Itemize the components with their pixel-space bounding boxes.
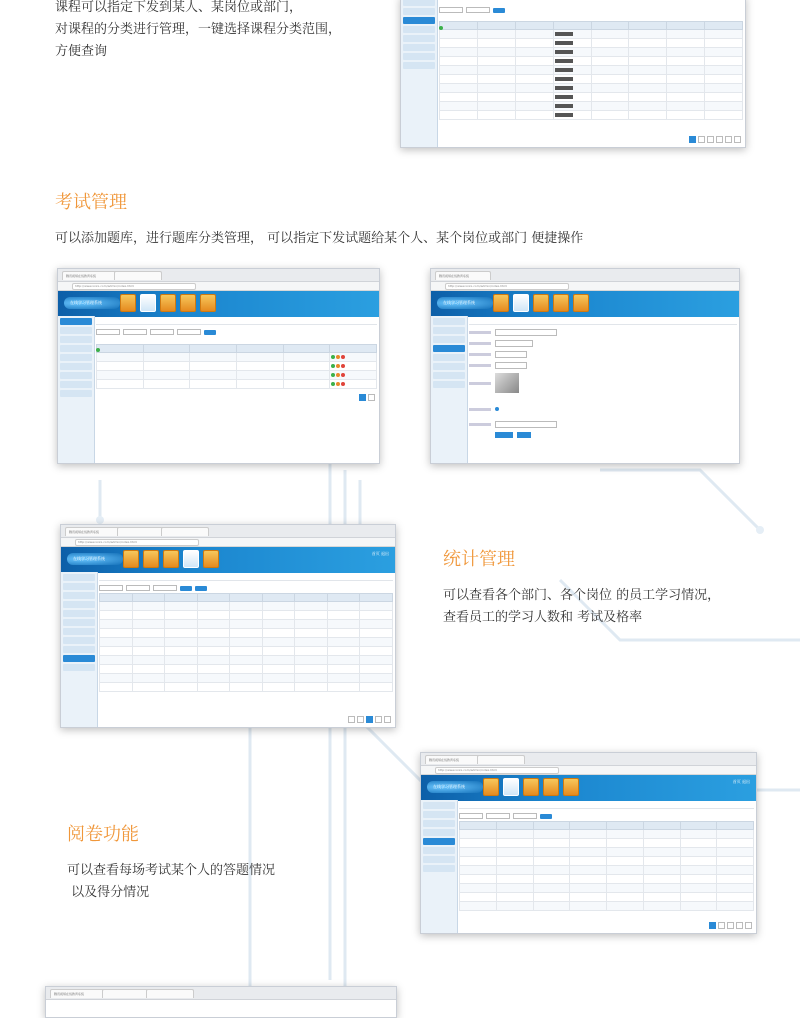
- add-icon[interactable]: [96, 348, 100, 352]
- grading-desc-line-1: 可以查看每场考试某个人的答题情况: [67, 863, 276, 878]
- exam-mgmt-text: [55, 188, 755, 250]
- grading-table: [459, 821, 754, 911]
- exam-mgmt-title: 考试管理: [55, 192, 127, 213]
- course-desc-line-2: 对课程的分类进行管理，一键选择课程分类范围，: [55, 22, 342, 37]
- logo: 在线学习管理系统: [67, 553, 123, 565]
- top-nav[interactable]: [493, 294, 589, 312]
- sidebar: [421, 800, 458, 933]
- grading-title: 阅卷功能: [67, 824, 139, 845]
- stats-desc-line-1: 可以查看各个部门、各个岗位 的员工学习情况，: [443, 588, 721, 603]
- form-field[interactable]: [495, 329, 557, 336]
- question-bank-screenshot: 腾讯视频在线教育系统 http://www.xxxx.com/admin/index.html 在线学习管理系统: [57, 268, 380, 464]
- stats-mgmt-text: [443, 545, 783, 629]
- sidebar: [61, 572, 98, 727]
- form-field[interactable]: [495, 421, 557, 428]
- pagination[interactable]: [348, 716, 391, 723]
- search-button[interactable]: [204, 330, 216, 335]
- exam-mgmt-desc: 可以添加题库，进行题库分类管理， 可以指定下发试题给某个人、某个岗位或部门 便捷操作: [55, 231, 584, 246]
- stats-desc-line-2: 查看员工的学习人数和 考试及格率: [443, 610, 643, 625]
- bottom-screenshot: 腾讯视频在线教育系统: [45, 986, 397, 1018]
- search-button[interactable]: [540, 814, 552, 819]
- breadcrumb: [469, 318, 737, 325]
- course-mgmt-text: [55, 0, 385, 63]
- search-button[interactable]: [180, 586, 192, 591]
- stats-mgmt-title: 统计管理: [443, 549, 515, 570]
- grading-text: [67, 820, 397, 904]
- statistics-screenshot: 腾讯视频在线教育系统 http://www.xxxx.com/admin/index.html 在线学习管理系统 首页 退出: [60, 524, 396, 728]
- back-button[interactable]: [517, 432, 531, 438]
- add-question-screenshot: 腾讯视频在线教育系统 http://www.xxxx.com/admin/index.html 在线学习管理系统: [430, 268, 740, 464]
- app-banner: [431, 291, 739, 317]
- pagination[interactable]: [359, 394, 375, 401]
- logo: 在线学习管理系统: [64, 297, 120, 309]
- breadcrumb: [459, 802, 754, 809]
- question-bank-table: [96, 344, 377, 389]
- grading-screenshot: 腾讯视频在线教育系统 http://www.xxxx.com/admin/index.html 在线学习管理系统 首页 退出: [420, 752, 757, 934]
- app-banner: 在线学习管理系统 首页 退出: [421, 775, 756, 801]
- grading-desc-line-2: 以及得分情况: [67, 885, 150, 900]
- form-field[interactable]: [495, 340, 533, 347]
- course-desc-line-3: 方便查询: [55, 44, 108, 59]
- sidebar: [431, 316, 468, 463]
- top-nav[interactable]: [120, 294, 216, 312]
- filter-bar: [439, 5, 743, 15]
- form-field[interactable]: [495, 351, 527, 358]
- breadcrumb: [99, 574, 393, 581]
- sidebar: [401, 0, 438, 147]
- top-nav[interactable]: [483, 778, 579, 796]
- course-table: [439, 21, 743, 120]
- pagination[interactable]: [689, 136, 741, 143]
- logo: 在线学习管理系统: [437, 297, 493, 309]
- submit-button[interactable]: [495, 432, 513, 438]
- breadcrumb: [96, 318, 377, 325]
- top-nav[interactable]: [123, 550, 219, 568]
- course-desc-line-1: 课程可以指定下发到某人、某岗位或部门，: [55, 0, 303, 15]
- form-field[interactable]: [495, 362, 527, 369]
- sidebar: [58, 316, 95, 463]
- course-list-screenshot: [400, 0, 746, 148]
- logo: 在线学习管理系统: [427, 781, 483, 793]
- statistics-table: [99, 593, 393, 692]
- add-icon: [439, 26, 443, 30]
- app-banner: [58, 291, 379, 317]
- pagination[interactable]: [709, 922, 752, 929]
- image-preview: [495, 373, 519, 393]
- export-button[interactable]: [195, 586, 207, 591]
- app-banner: 在线学习管理系统 首页 退出: [61, 547, 395, 573]
